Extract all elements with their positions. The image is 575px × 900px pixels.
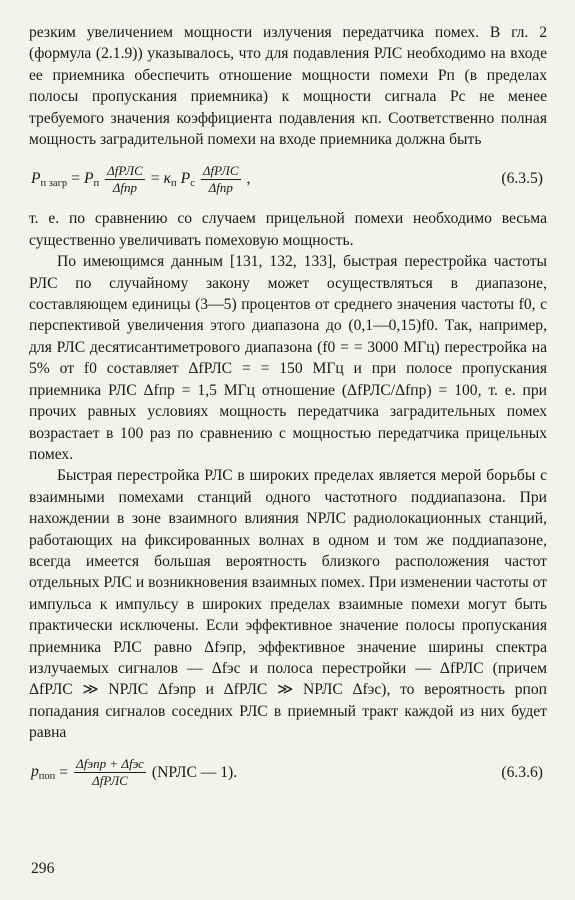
page-number: 296 xyxy=(31,860,55,877)
paragraph-4: Быстрая перестройка РЛС в широких пределах является мерой борьбы с взаимными помехами станций одного частотного поддиапазона. При нахождении в зоне взаимного влияния NРЛС радиолокационных станций, работающих на фиксированных волнах в одном и том же поддиапазоне, всегда имеется большая вероятность близкого расположения частот отдельных РЛС и возникновения взаимных помех. При изменении частоты от импульса к импульсу в широких пределах взаимные помехи могут быть практически исключены. Если эффективное значение полосы пропускания приемника РЛС равно Δfэпр, эффективное значение ширины спектра излучаемых сигналов — Δfэс и полоса перестройки — ΔfРЛС (причем ΔfРЛС ≫ NРЛС Δfэпр и ΔfРЛС ≫ NРЛС Δfэс), то вероятность pпоп попадания сигналов соседних РЛС в приемный тракт каждой из них будет равна xyxy=(29,467,547,742)
formula-6-3-5: $P_{п загр}$ = $P_п$ $\frac{\text{ΔfРЛС}}{\text{Δfпр}}$ = $\kappa_п$ $P_с$ $\frac{\text{ΔfРЛС}}{\text{Δfпр}}$ , (6.3.5) xyxy=(31,162,543,195)
paragraph-2: т. е. по сравнению со случаем прицельной помехи необходимо весьма существенно увеличивать помеховую мощность. xyxy=(29,210,547,249)
formula-6-3-6: $p_{поп}$ = $\frac{\text{Δfэпр + Δfэс}}{\text{ΔfРЛС}}$ (NРЛС — 1). (6.3.6) xyxy=(31,756,543,789)
paragraph-3: По имеющимся данным [131, 132, 133], быстрая перестройка частоты РЛС по случайному закону может осуществляться в диапазоне, составляющем единицы (3—5) процентов от среднего значения частоты f0, с перспективой увеличения этого диапазона до (0,1—0,15)f0. Так, например, для РЛС десятисантиметрового диапазона (f0 = = 3000 МГц) перестройка на 5% от f0 составляет ΔfРЛС = = 150 МГц и при полосе пропускания приемника РЛС Δfпр = 1,5 МГц отношение (ΔfРЛС/Δfпр) = 100, т. е. при прочих равных условиях мощность передатчика заградительных помех возрастает в 100 раз по сравнению с мощностью передатчика прицельных помех. xyxy=(29,253,547,463)
fraction-3: $\frac{\text{Δfэпр + Δfэс}}{\text{ΔfРЛС}}$ xyxy=(76,756,144,789)
equation-number: (6.3.6) xyxy=(501,763,543,781)
fraction-2: $\frac{\text{ΔfРЛС}}{\text{Δfпр}}$ xyxy=(202,162,239,195)
paragraph-1: резким увеличением мощности излучения передатчика помех. В гл. 2 (формула (2.1.9)) указывалось, что для подавления РЛС необходимо на входе ее приемника обеспечить отношение мощности помехи Pп (в пределах полосы пропускания приемника) к мощности сигнала Pс не менее требуемого значения коэффициента подавления κп. Соответственно полная мощность заградительной помехи на входе приемника должна быть xyxy=(29,24,547,149)
fraction-1: $\frac{\text{ΔfРЛС}}{\text{Δfпр}}$ xyxy=(107,162,143,195)
equation-number: (6.3.5) xyxy=(501,170,543,188)
formula-lhs: $P_{п загр}$ xyxy=(31,169,68,189)
formula-lhs: $p_{поп}$ xyxy=(31,763,56,783)
